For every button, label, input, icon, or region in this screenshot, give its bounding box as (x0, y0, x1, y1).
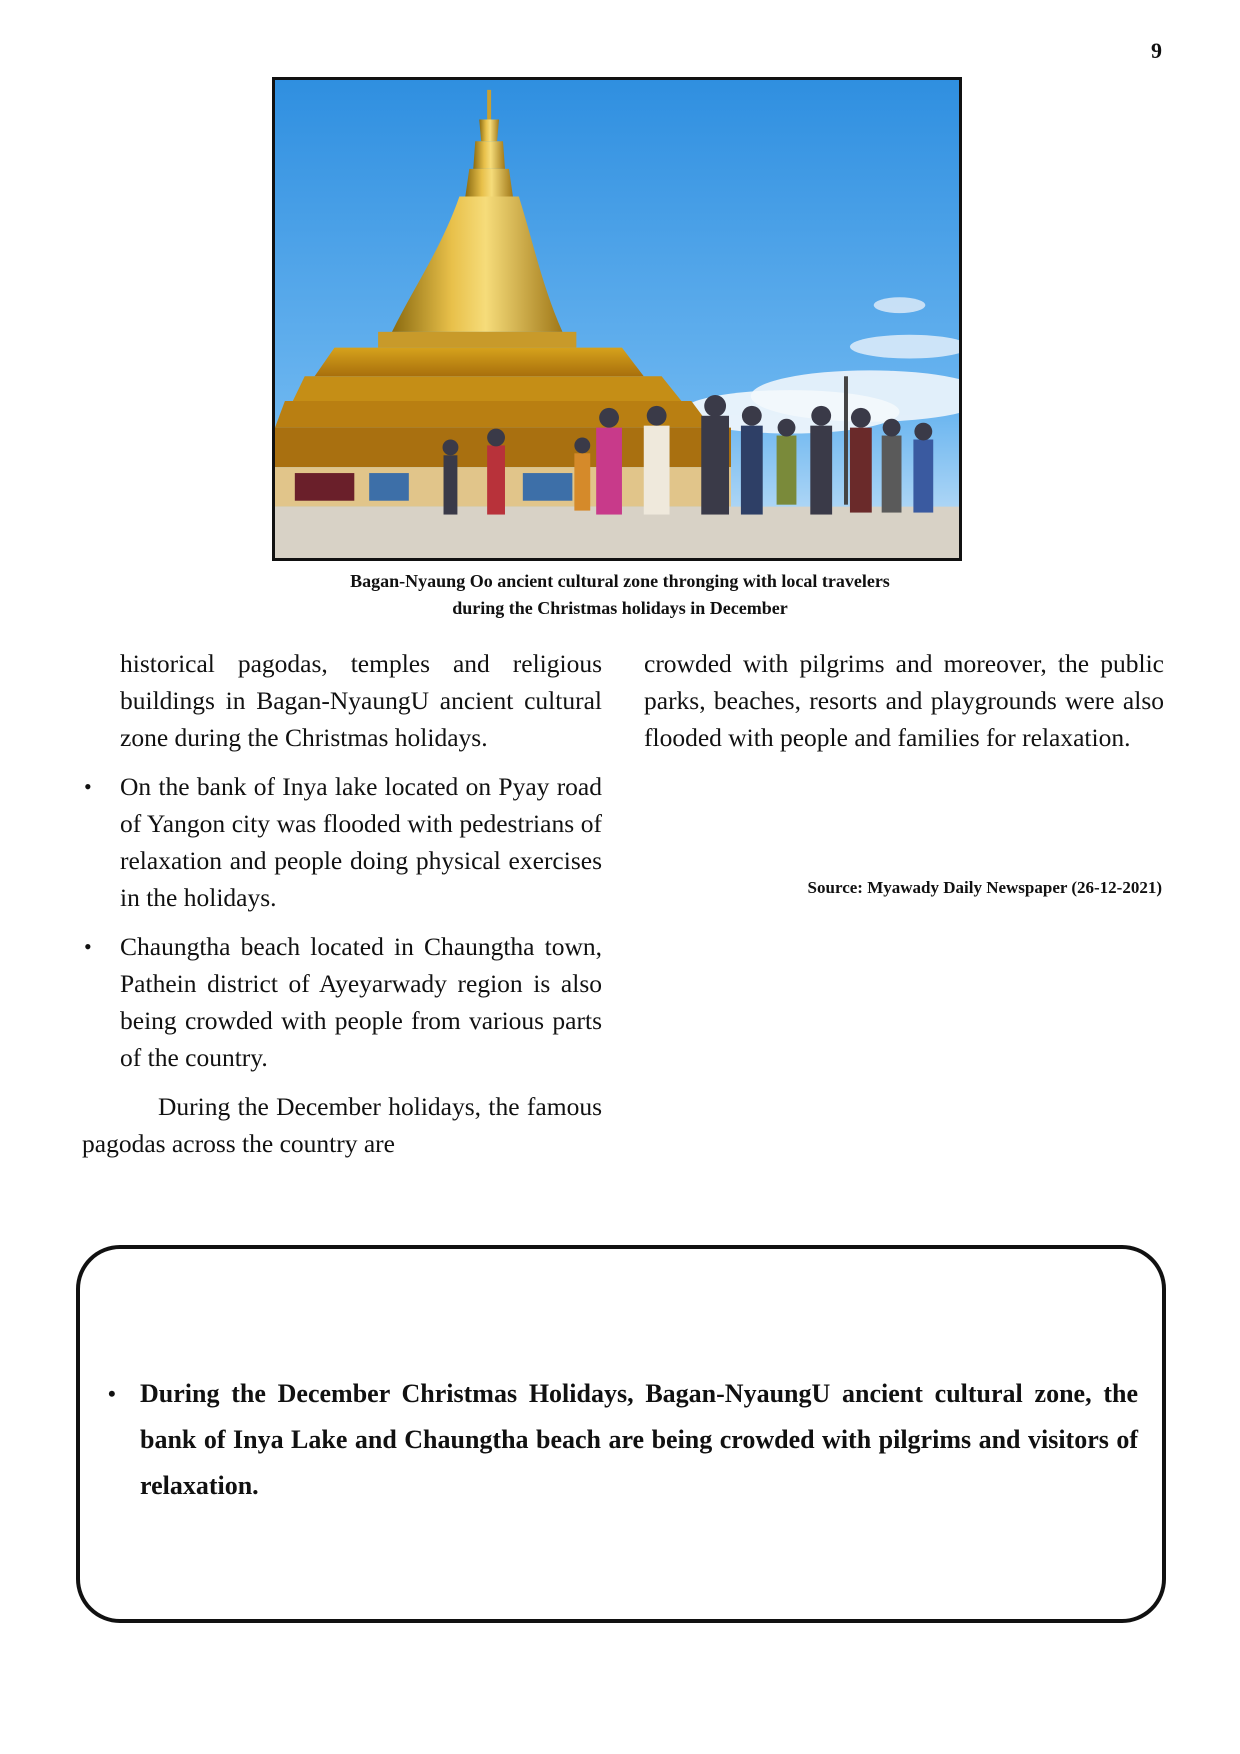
caption-line-1: Bagan-Nyaung Oo ancient cultural zone thronging with local travelers (350, 571, 890, 591)
bullet-icon: • (84, 774, 92, 799)
bullet-item (82, 768, 602, 916)
bullet-list (82, 768, 602, 1076)
bullet-text: Chaungtha beach located in Chaungtha town, Pathein district of Ayeyarwady region is also being crowded with people from various parts of the country. (120, 932, 602, 1072)
pagoda-photo (272, 77, 962, 561)
pagoda-photo-image (275, 80, 959, 558)
source-citation: Source: Myawady Daily Newspaper (26-12-2021) (807, 878, 1162, 897)
page-number: 9 (1151, 38, 1162, 63)
bullet-icon: • (108, 1381, 116, 1406)
right-column (644, 645, 1164, 756)
summary-bullet (108, 1371, 1138, 1509)
left-column (82, 645, 602, 1162)
caption-line-2: during the Christmas holidays in December (452, 598, 788, 618)
summary-text: During the December Christmas Holidays, Bagan-NyaungU ancient cultural zone, the bank of Inya Lake and Chaungtha beach are being crowded with pilgrims and visitors of relaxation. (140, 1379, 1138, 1500)
continuation-paragraph: historical pagodas, temples and religious buildings in Bagan-NyaungU ancient cultural zone during the Christmas holidays. (120, 649, 602, 752)
photo-caption (250, 568, 990, 622)
december-paragraph: During the December holidays, the famous pagodas across the country are (82, 1092, 602, 1158)
continuation-paragraph-right: crowded with pilgrims and moreover, the public parks, beaches, resorts and playgrounds were also flooded with people and families for relaxation. (644, 649, 1164, 752)
bullet-text: On the bank of Inya lake located on Pyay road of Yangon city was flooded with pedestrians of relaxation and people doing physical exercises in the holidays. (120, 772, 602, 912)
bullet-item (82, 928, 602, 1076)
summary-box (76, 1245, 1166, 1623)
bullet-icon: • (84, 934, 92, 959)
